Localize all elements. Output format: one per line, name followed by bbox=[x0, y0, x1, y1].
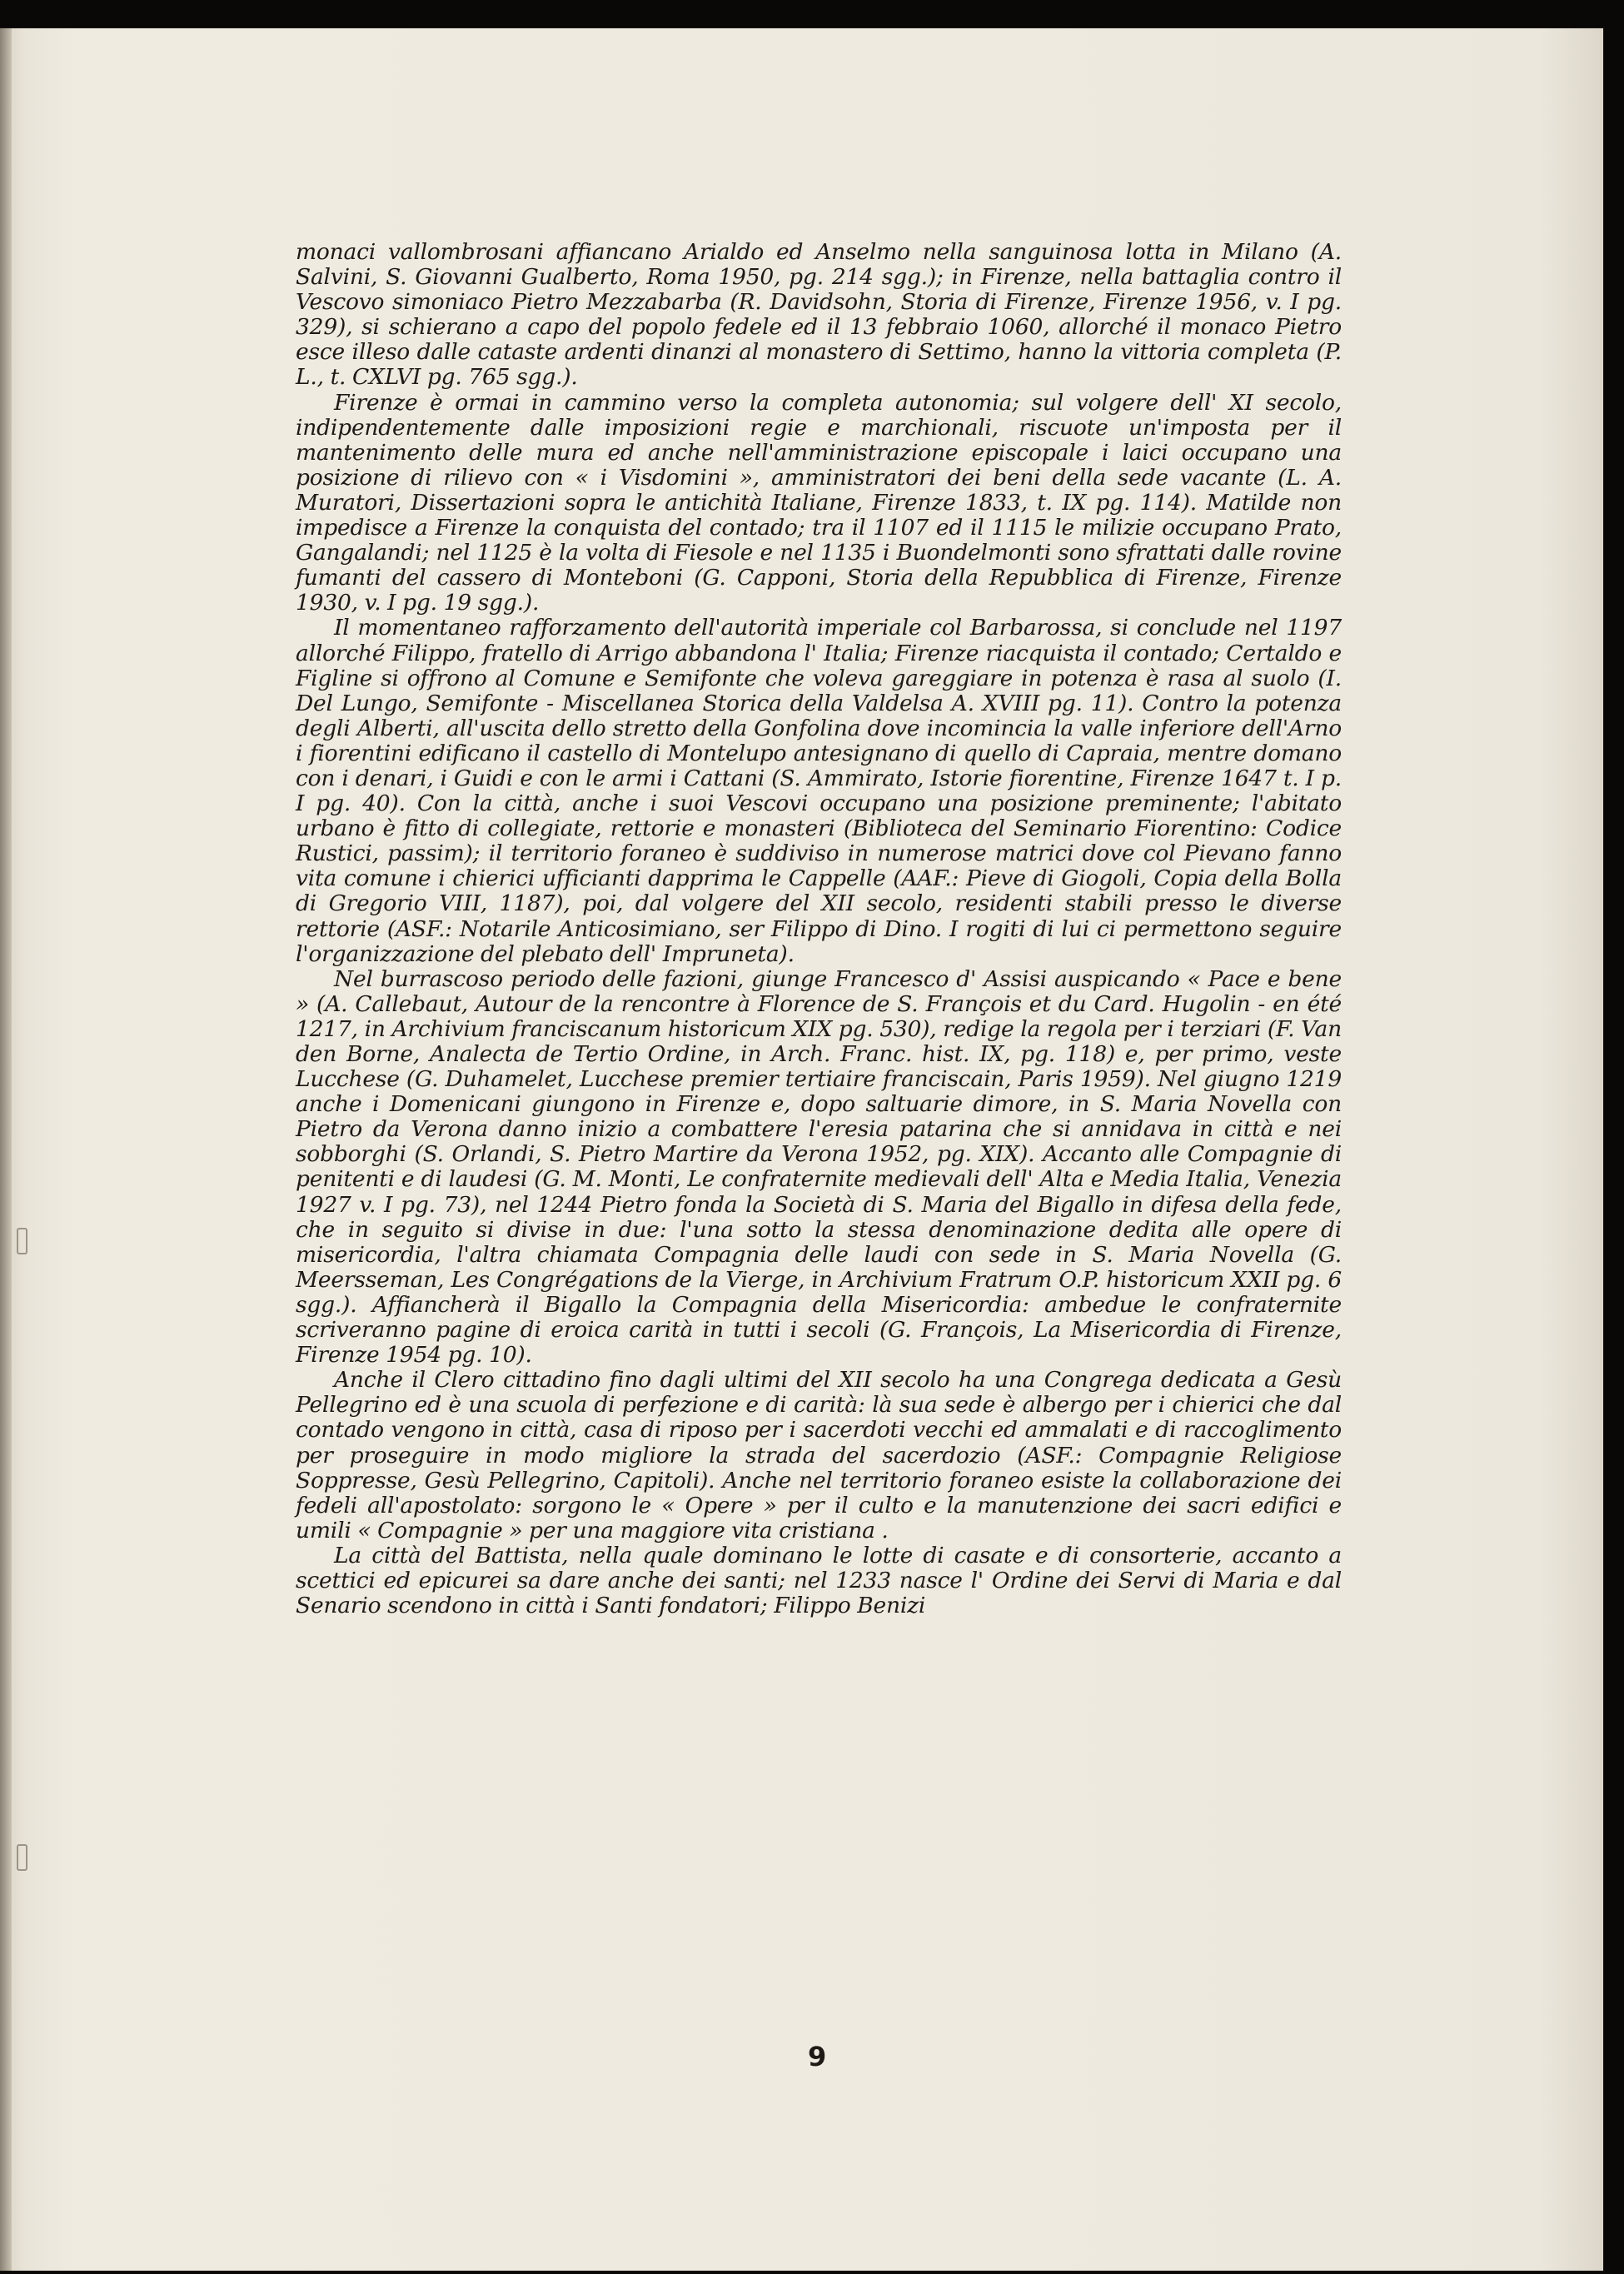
paragraph: Il momentaneo rafforzamento dell'autorità imperiale col Barbarossa, si conclude nel 1197 allorché Filippo, fratello di Arrigo abbandona l' Italia; Firenze riacquista il contado; Certaldo e Figline si offrono al Comune e Semifonte che voleva gareggiare in potenza è rasa al suolo (I. Del Lungo, Semifonte - Miscellanea Storica della Valdelsa A. XVIII pg. 11). Contro la potenza degli Alberti, all'uscita dello stretto della Gonfolina dove incomincia la valle inferiore dell'Arno i fiorentini edificano il castello di Montelupo antesignano di quello di Capraia, mentre domano con i denari, i Guidi e con le armi i Cattani (S. Ammirato, Istorie fiorentine, Firenze 1647 t. I p. I pg. 40). Con la città, anche i suoi Vescovi occupano una posizione preminente; l'abitato urbano è fitto di collegiate, rettorie e monasteri (Biblioteca del Seminario Fiorentino: Codice Rustici, passim); il territorio foraneo è suddiviso in numerose matrici dove col Pievano fanno vita comune i chierici ufficianti dapprima le Cappelle (AAF.: Pieve di Giogoli, Copia della Bolla di Gregorio VIII, 1187), poi, dal volgere del XII secolo, residenti stabili presso le diverse rettorie (ASF.: Notarile Anticosimiano, ser Filippo di Dino. I rogiti di lui ci permettono seguire l'organizzazione del plebato dell' Impruneta). bbox=[296, 615, 1342, 967]
paragraph: La città del Battista, nella quale dominano le lotte di casate e di consorterie, accanto a scettici ed epicurei sa dare anche dei santi; nel 1233 nasce l' Ordine dei Servi di Maria e dal Senario scendono in città i Santi fondatori; Filippo Benizi bbox=[296, 1542, 1342, 1619]
binding-staple bbox=[17, 1228, 27, 1254]
paragraph: Nel burrascoso periodo delle fazioni, giunge Francesco d' Assisi auspicando « Pace e bene » (A. Callebaut, Autour de la rencontre à Florence de S. François et du Card. Hugolin - en été 1217, in Archivium franciscanum historicum XIX pg. 530), redige la regola per i terziari (F. Van den Borne, Analecta de Tertio Ordine, in Arch. Franc. hist. IX, pg. 118) e, per primo, veste Lucchese (G. Duhamelet, Lucchese premier tertiaire franciscain, Paris 1959). Nel giugno 1219 anche i Domenicani giungono in Firenze e, dopo saltuarie dimore, in S. Maria Novella con Pietro da Verona danno inizio a combattere l'eresia patarina che si annidava in città e nei sobborghi (S. Orlandi, S. Pietro Martire da Verona 1952, pg. XIX). Accanto alle Compagnie di penitenti e di laudesi (G. M. Monti, Le confraternite medievali dell' Alta e Media Italia, Venezia 1927 v. I pg. 73), nel 1244 Pietro fonda la Società di S. Maria del Bigallo in difesa della fede, che in seguito si divise in due: l'una sotto la stessa denominazione dedita alle opere di misericordia, l'altra chiamata Compagnia delle laudi con sede in S. Maria Novella (G. Meersseman, Les Congrégations de la Vierge, in Archivium Fratrum O.P. historicum XXII pg. 6 sgg.). Affiancherà il Bigallo la Compagnia della Misericordia: ambedue le confraternite scriveranno pagine di eroica carità in tutti i secoli (G. François, La Misericordia di Firenze, Firenze 1954 pg. 10). bbox=[296, 965, 1342, 1369]
paragraph: Firenze è ormai in cammino verso la completa autonomia; sul volgere dell' XI secolo, indipendentemente dalle imposizioni regie e marchionali, riscuote un'imposta per il mantenimento delle mura ed anche nell'amministrazione episcopale i laici occupano una posizione di rilievo con « i Visdomini », amministratori dei beni della sede vacante (L. A. Muratori, Dissertazioni sopra le antichità Italiane, Firenze 1833, t. IX pg. 114). Matilde non impedisce a Firenze la conquista del contado; tra il 1107 ed il 1115 le milizie occupano Prato, Gangalandi; nel 1125 è la volta di Fiesole e nel 1135 i Buondelmonti sono sfrattati dalle rovine fumanti del cassero di Monteboni (G. Capponi, Storia della Repubblica di Firenze, Firenze 1930, v. I pg. 19 sgg.). bbox=[296, 389, 1342, 616]
binding-staple bbox=[17, 1844, 27, 1871]
paragraph: Anche il Clero cittadino fino dagli ultimi del XII secolo ha una Congrega dedicata a Gesù Pellegrino ed è una scuola di perfezione e di carità: là sua sede è albergo per i chierici che dal contado vengono in città, casa di riposo per i sacerdoti vecchi ed ammalati e di raccoglimento per proseguire in modo migliore la strada del sacerdozio (ASF.: Compagnie Religiose Soppresse, Gesù Pellegrino, Capitoli). Anche nel territorio foraneo esiste la collaborazione dei fedeli all'apostolato: sorgono le « Opere » per il culto e la manutenzione dei sacri edifici e umili « Compagnie » per una maggiore vita cristiana . bbox=[296, 1367, 1342, 1543]
body-text bbox=[296, 240, 1342, 1618]
paragraph: monaci vallombrosani affiancano Arialdo ed Anselmo nella sanguinosa lotta in Milano (A. Salvini, S. Giovanni Gualberto, Roma 1950, pg. 214 sgg.); in Firenze, nella battaglia contro il Vescovo simoniaco Pietro Mezzabarba (R. Davidsohn, Storia di Firenze, Firenze 1956, v. I pg. 329), si schierano a capo del popolo fedele ed il 13 febbraio 1060, allorché il monaco Pietro esce illeso dalle cataste ardenti dinanzi al monastero di Settimo, hanno la vittoria completa (P. L., t. CXLVI pg. 765 sgg.). bbox=[296, 239, 1342, 391]
page-number: 9 bbox=[808, 2041, 827, 2072]
page-gutter bbox=[0, 28, 12, 2271]
